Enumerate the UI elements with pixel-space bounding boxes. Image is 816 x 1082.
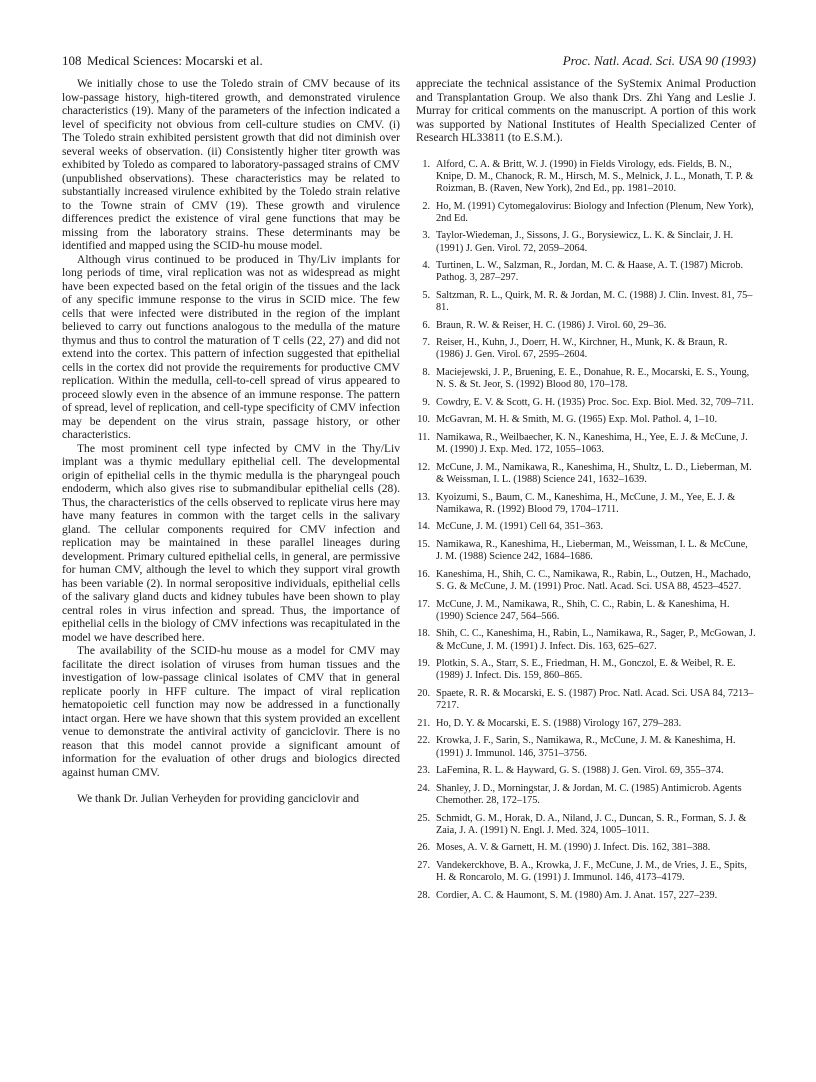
reference-item — [416, 718, 756, 730]
reference-item — [416, 260, 756, 284]
reference-item — [416, 658, 756, 682]
reference-item — [416, 367, 756, 391]
reference-text: Cowdry, E. V. & Scott, G. H. (1935) Proc. Soc. Exp. Biol. Med. 32, 709–711. — [436, 396, 754, 408]
reference-number: 26. — [417, 842, 430, 854]
running-title: Medical Sciences: Mocarski et al. — [87, 53, 263, 68]
reference-number: 20. — [417, 688, 430, 700]
reference-text: Reiser, H., Kuhn, J., Doerr, H. W., Kirchner, H., Munk, K. & Braun, R. (1986) J. Gen. Virol. 67, 2595–2604. — [436, 337, 728, 361]
body-paragraph: We initially chose to use the Toledo strain of CMV because of its low-passage history, high-titered growth, and demonstrated virulence characteristics (19). Many of the parameters of the infection indicated a level of specificity not obvious from cell-culture studies on CMV. (i) The Toledo strain exhibited persistent growth that did not diminish over several weeks of observation. (ii) Consistently higher titer growth was exhibited by Toledo as compared to laboratory-passaged strains of CMV (unpublished observations). These characteristics may be related to substantially increased virulence exhibited by the Toledo strain relative to the Towne strain of CMV (19). These growth and virulence differences predict the existence of viral gene functions that may be missing from the laboratory strains. These determinants may be identified and mapped using the SCID-hu mouse model. — [62, 78, 400, 252]
reference-item — [416, 688, 756, 712]
reference-item — [416, 159, 756, 196]
reference-number: 7. — [422, 337, 430, 349]
reference-text: Moses, A. V. & Garnett, H. M. (1990) J. Infect. Dis. 162, 381–388. — [436, 842, 711, 854]
reference-number: 12. — [417, 461, 430, 473]
reference-item — [416, 397, 756, 409]
reference-item — [416, 337, 756, 361]
reference-text: Vandekerckhove, B. A., Krowka, J. F., McCune, J. M., de Vries, J. E., Spits, H. & Roncarolo, M. G. (1991) J. Immunol. 146, 4173–4179. — [436, 860, 747, 884]
right-column — [416, 78, 756, 907]
reference-text: Maciejewski, J. P., Bruening, E. E., Donahue, R. E., Mocarski, E. S., Young, N. S. & St. Jeor, S. (1992) Blood 80, 170–178. — [436, 367, 750, 391]
reference-text: Krowka, J. F., Sarin, S., Namikawa, R., McCune, J. M. & Kaneshima, H. (1991) J. Immunol. 146, 3751–3756. — [436, 735, 736, 759]
reference-number: 10. — [417, 414, 430, 426]
reference-item — [416, 783, 756, 807]
reference-number: 8. — [422, 367, 430, 379]
body-paragraph: The most prominent cell type infected by CMV in the Thy/Liv implant was a thymic medullary epithelial cell. The developmental origin of epithelial cells in the thymic medulla is the pharyngeal pouch endoderm, which also gives rise to submandibular epithelial cells (28). Thus, the characteristics of the cells observed to replicate virus here may have many features in common with the target cells in the salivary gland. The cellular components required for CMV infection and replication may be maintained in these parallel lineages during development. Primary cultured epithelial cells, in general, are permissive for human CMV, although the level to which they support viral growth has been variable (2). In normal seropositive individuals, epithelial cells of the salivary gland ducts and kidney tubules have been shown to play central roles in virus infection and spread. Thus, the importance of epithelial cells in the biology of CMV infections was recapitulated in the model we have described here. — [62, 442, 400, 644]
reference-item — [416, 765, 756, 777]
reference-text: McCune, J. M., Namikawa, R., Shih, C. C., Rabin, L. & Kaneshima, H. (1990) Science 247, 564–566. — [436, 598, 730, 622]
reference-number: 9. — [422, 396, 430, 408]
reference-text: McCune, J. M. (1991) Cell 64, 351–363. — [436, 521, 604, 533]
reference-text: Braun, R. W. & Reiser, H. C. (1986) J. Virol. 60, 29–36. — [436, 319, 667, 331]
reference-item — [416, 539, 756, 563]
reference-number: 3. — [422, 230, 430, 242]
reference-item — [416, 320, 756, 332]
acknowledgment-start: We thank Dr. Julian Verheyden for providing ganciclovir and — [77, 793, 360, 805]
reference-item — [416, 735, 756, 759]
reference-text: McGavran, M. H. & Smith, M. G. (1965) Exp. Mol. Pathol. 4, 1–10. — [436, 414, 718, 426]
reference-text: Saltzman, R. L., Quirk, M. R. & Jordan, M. C. (1988) J. Clin. Invest. 81, 75–81. — [436, 289, 753, 314]
reference-text: Namikawa, R., Kaneshima, H., Lieberman, M., Weissman, I. L. & McCune, J. M. (1988) Science 242, 1684–1686. — [436, 539, 748, 563]
reference-item — [416, 290, 756, 314]
reference-item — [416, 842, 756, 854]
left-column — [62, 78, 400, 807]
reference-number: 4. — [422, 260, 430, 272]
reference-number: 16. — [417, 568, 430, 580]
reference-number: 27. — [417, 860, 430, 871]
reference-number: 1. — [422, 158, 430, 170]
reference-number: 5. — [422, 289, 430, 301]
page-number: 108 — [62, 53, 82, 68]
body-paragraph: Although virus continued to be produced in Thy/Liv implants for long periods of time, viral replication was not as widespread as might have been expected based on the fetal origin of the tissues and the lack of any specific immune response to the virus in SCID mice. The few cells that were infected were distributed in the region of the implant believed to carry out functions analogous to the medulla of the mature thymus and thus to control the maturation of T cells (22, 27) and did not extend into the cortex. This pattern of infection suggested that epithelial cells in the cortex did not provide the requirements for productive CMV replication. Within the medulla, cell-to-cell spread of virus appeared to proceed slowly even in the absence of an immune response. The pattern of spread, level of replication, and cell-type specificity of CMV infection may be dependent on the virus strain, passage history, or other characteristics. — [62, 253, 400, 441]
acknowledgment-end: appreciate the technical assistance of the SyStemix Animal Production and Transplantation Group. We also thank Drs. Zhi Yang and Leslie J. Murray for critical comments on the manuscript. A portion of this work was supported by National Institutes of Health Specialized Center of Research HL33811 (to E.S.M.). — [416, 78, 756, 144]
reference-text: Ho, M. (1991) Cytomegalovirus: Biology and Infection (Plenum, New York), 2nd Ed. — [436, 200, 754, 224]
reference-item — [416, 569, 756, 593]
reference-text: Turtinen, L. W., Salzman, R., Jordan, M. C. & Haase, A. T. (1987) Microb. Pathog. 3, 287–297. — [436, 260, 744, 284]
reference-text: Cordier, A. C. & Haumont, S. M. (1980) Am. J. Anat. 157, 227–239. — [436, 889, 718, 901]
reference-number: 6. — [422, 319, 430, 331]
reference-text: Shih, C. C., Kaneshima, H., Rabin, L., Namikawa, R., Sager, P., McGowan, J. & McCune, J. M. (1991) J. Infect. Dis. 163, 625–627. — [436, 628, 756, 652]
reference-text: Kaneshima, H., Shih, C. C., Namikawa, R., Rabin, L., Outzen, H., Machado, S. G. & McCune, J. M. (1991) Proc. Natl. Acad. Sci. USA 88, 4523–4527. — [436, 568, 751, 593]
reference-item — [416, 813, 756, 837]
reference-number: 23. — [417, 765, 430, 777]
reference-text: Kyoizumi, S., Baum, C. M., Kaneshima, H., McCune, J. M., Yee, E. J. & Namikawa, R. (1992) Blood 79, 1704–1711. — [436, 491, 736, 515]
reference-item — [416, 521, 756, 533]
reference-item — [416, 414, 756, 426]
page-header — [62, 53, 756, 69]
reference-number: 21. — [417, 717, 430, 729]
reference-number: 13. — [417, 491, 430, 503]
reference-text: Shanley, J. D., Morningstar, J. & Jordan, M. C. (1985) Antimicrob. Agents Chemother. 28, 172–175. — [436, 782, 742, 807]
reference-item — [416, 860, 756, 884]
reference-number: 19. — [417, 658, 430, 670]
reference-item — [416, 230, 756, 254]
body-paragraph: The availability of the SCID-hu mouse as a model for CMV may facilitate the direct isolation of viruses from human tissues and the investigation of low-passage clinical isolates of CMV that in general replicate poorly in HFF culture. The impact of viral replication hematopoietic cell function may now be addressed in a functionally intact organ. Here we have shown that this system provided an excellent venue to demonstrate the antiviral activity of ganciclovir. There is no reason that this model cannot provide a significant amount of information for the evaluation of other drugs and biologics directed against human CMV. — [62, 645, 400, 779]
reference-number: 28. — [417, 889, 430, 901]
reference-text: Alford, C. A. & Britt, W. J. (1990) in Fields Virology, eds. Fields, B. N., Knipe, D. M., Chanock, R. M., Hirsch, M. S., Melnick, J. L., Monath, T. P. & Roizman, B. (Raven, New York), 2nd Ed., pp. 1981–2010. — [436, 158, 754, 194]
reference-list — [416, 159, 756, 903]
section-gap — [416, 146, 756, 159]
reference-item — [416, 492, 756, 516]
reference-text: Plotkin, S. A., Starr, S. E., Friedman, H. M., Gonczol, E. & Weibel, R. E. (1989) J. Infect. Dis. 159, 860–865. — [436, 658, 736, 682]
reference-item — [416, 462, 756, 486]
reference-item — [416, 628, 756, 652]
journal-citation: Proc. Natl. Acad. Sci. USA 90 (1993) — [562, 53, 756, 68]
reference-item — [416, 432, 756, 456]
reference-item — [416, 201, 756, 225]
reference-text: Spaete, R. R. & Mocarski, E. S. (1987) Proc. Natl. Acad. Sci. USA 84, 7213–7217. — [436, 688, 754, 712]
reference-number: 11. — [417, 432, 430, 444]
reference-item — [416, 890, 756, 902]
reference-item — [416, 599, 756, 623]
section-gap — [62, 780, 400, 793]
reference-text: Taylor-Wiedeman, J., Sissons, J. G., Borysiewicz, L. K. & Sinclair, J. H. (1991) J. Gen. Virol. 72, 2059–2064. — [436, 230, 734, 254]
reference-number: 18. — [417, 628, 430, 640]
reference-number: 22. — [417, 735, 430, 747]
reference-text: Schmidt, G. M., Horak, D. A., Niland, J. C., Duncan, S. R., Forman, S. J. & Zaia, J. A. (1991) N. Engl. J. Med. 324, 1005–1011. — [436, 812, 747, 836]
reference-number: 25. — [417, 812, 430, 824]
reference-number: 2. — [422, 200, 430, 212]
reference-text: LaFemina, R. L. & Hayward, G. S. (1988) J. Gen. Virol. 69, 355–374. — [436, 765, 724, 777]
reference-number: 15. — [417, 539, 430, 551]
reference-text: Ho, D. Y. & Mocarski, E. S. (1988) Virology 167, 279–283. — [436, 717, 682, 729]
reference-text: Namikawa, R., Weilbaecher, K. N., Kaneshima, H., Yee, E. J. & McCune, J. M. (1990) J. Exp. Med. 172, 1055–1063. — [436, 432, 748, 456]
reference-number: 17. — [417, 598, 430, 610]
reference-text: McCune, J. M., Namikawa, R., Kaneshima, H., Shultz, L. D., Lieberman, M. & Weissman, I. L. (1988) Science 241, 1632–1639. — [436, 461, 752, 486]
reference-number: 24. — [417, 782, 430, 794]
reference-number: 14. — [417, 521, 430, 533]
